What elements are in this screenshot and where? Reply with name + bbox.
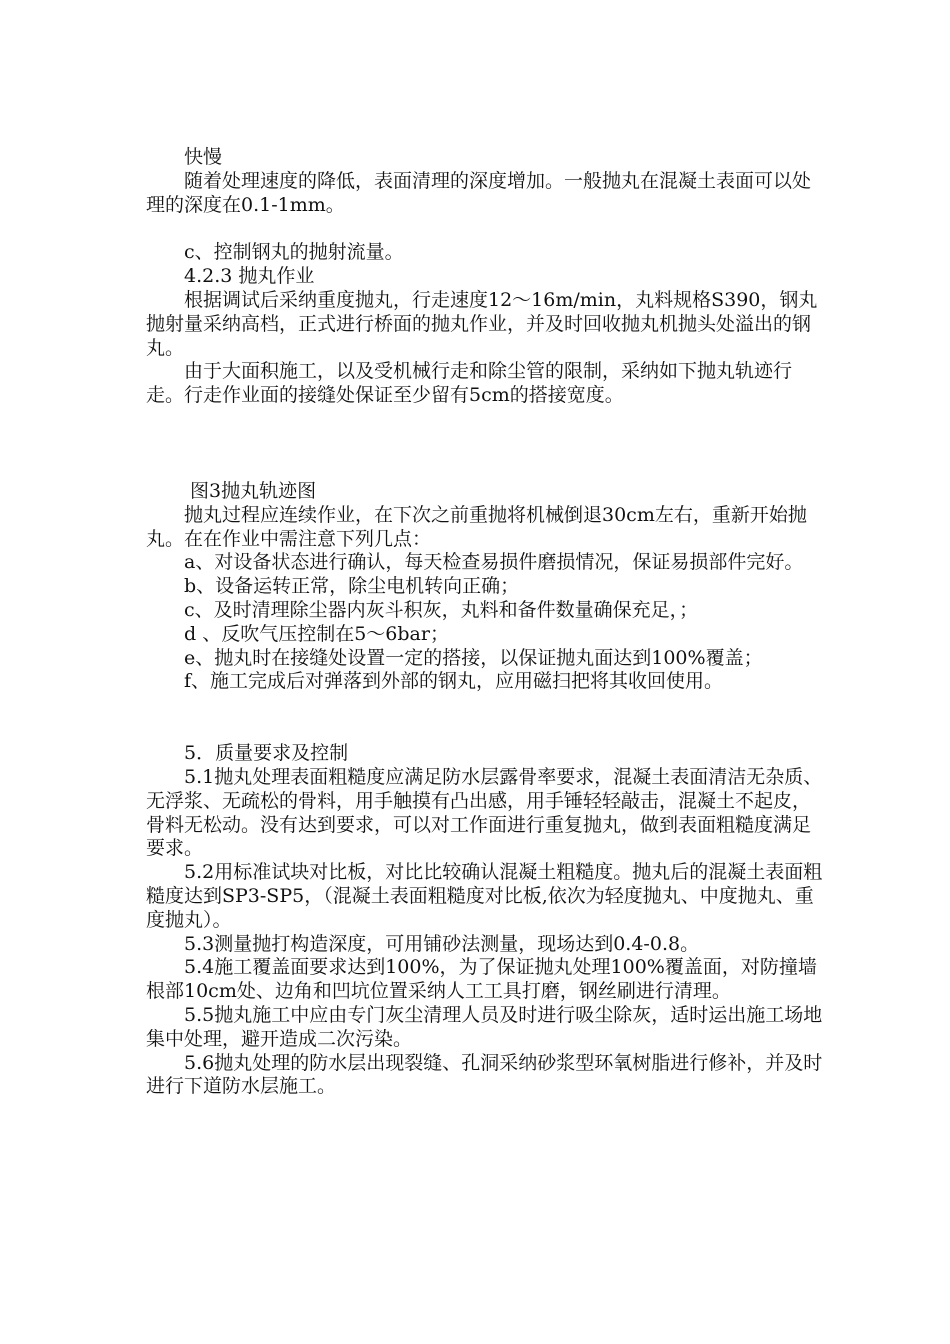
- paragraph-blasting-operation: 根据调试后采纳重度抛丸，行走速度12～16m/min，丸料规格S390，钢丸抛射量采纳高档，正式进行桥面的抛丸作业，并及时回收抛丸机抛头处溢出的钢丸。: [146, 288, 818, 359]
- paragraph-5-6: 5.6抛丸处理的防水层出现裂缝、孔洞采纳砂浆型环氧树脂进行修补，并及时进行下道防水层施工。: [146, 1051, 823, 1098]
- list-item-b: b、设备运转正常，除尘电机转向正确；: [146, 575, 520, 598]
- paragraph-item-c-flow: c、控制钢丸的抛射流量。: [146, 241, 404, 264]
- paragraph-5-3: 5.3测量抛打构造深度，可用铺砂法测量，现场达到0.4-0.8。: [146, 932, 700, 955]
- paragraph-5-5: 5.5抛丸施工中应由专门灰尘清理人员及时进行吸尘除灰，适时运出施工场地集中处理，避开造成二次污染。: [146, 1003, 823, 1050]
- figure-space: [146, 408, 826, 480]
- blank-lines: [146, 694, 826, 742]
- paragraph-continuous-work: 抛丸过程应连续作业，在下次之前重抛将机械倒退30cm左右，重新开始抛丸。在在作业中需注意下列几点：: [146, 503, 807, 550]
- list-item-c: c、及时清理除尘器内灰斗积灰，丸料和备件数量确保充足，；: [146, 598, 699, 621]
- list-item-d: d 、反吹气压控制在5～6bar；: [146, 622, 449, 645]
- list-item-e: e、抛丸时在接缝处设置一定的搭接，以保证抛丸面达到100%覆盖；: [146, 646, 763, 669]
- paragraph-5-2: 5.2用标准试块对比板，对比比较确认混凝土粗糙度。抛丸后的混凝土表面粗糙度达到SP3-SP5，（混凝土表面粗糙度对比板,依次为轻度抛丸、中度抛丸、重度抛丸）。: [146, 861, 823, 931]
- paragraph-5-4: 5.4施工覆盖面要求达到100%，为了保证抛丸处理100%覆盖面，对防撞墙根部10cm处、边角和凹坑位置采纳人工工具打磨，钢丝刷进行清理。: [146, 956, 817, 1003]
- section-heading-4-2-3: 4.2.3 抛丸作业: [146, 265, 315, 288]
- list-item-a: a、对设备状态进行确认，每天检查易损件磨损情况，保证易损部件完好。: [146, 551, 804, 574]
- document-body: [146, 146, 826, 1099]
- paragraph-speed-heading: 快慢: [146, 146, 223, 168]
- list-item-f: f、施工完成后对弹落到外部的钢丸，应用磁扫把将其收回使用。: [146, 670, 724, 693]
- section-heading-5: 5．质量要求及控制: [146, 742, 349, 765]
- figure-caption: 图3抛丸轨迹图: [146, 479, 317, 502]
- paragraph-blasting-track: 由于大面积施工，以及受机械行走和除尘管的限制，采纳如下抛丸轨迹行走。行走作业面的接缝处保证至少留有5cm的搭接宽度。: [146, 360, 793, 407]
- paragraph-speed-depth: 随着处理速度的降低，表面清理的深度增加。一般抛丸在混凝土表面可以处理的深度在0.1-1mm。: [146, 169, 812, 216]
- paragraph-5-1: 5.1抛丸处理表面粗糙度应满足防水层露骨率要求，混凝土表面清洁无杂质、无浮浆、无疏松的骨料，用手触摸有凸出感，用手锤轻轻敲击，混凝土不起皮，骨料无松动。没有达到要求，可以对工作面进行重复抛丸，做到表面粗糙度满足要求。: [146, 765, 823, 860]
- blank-line: [146, 217, 826, 241]
